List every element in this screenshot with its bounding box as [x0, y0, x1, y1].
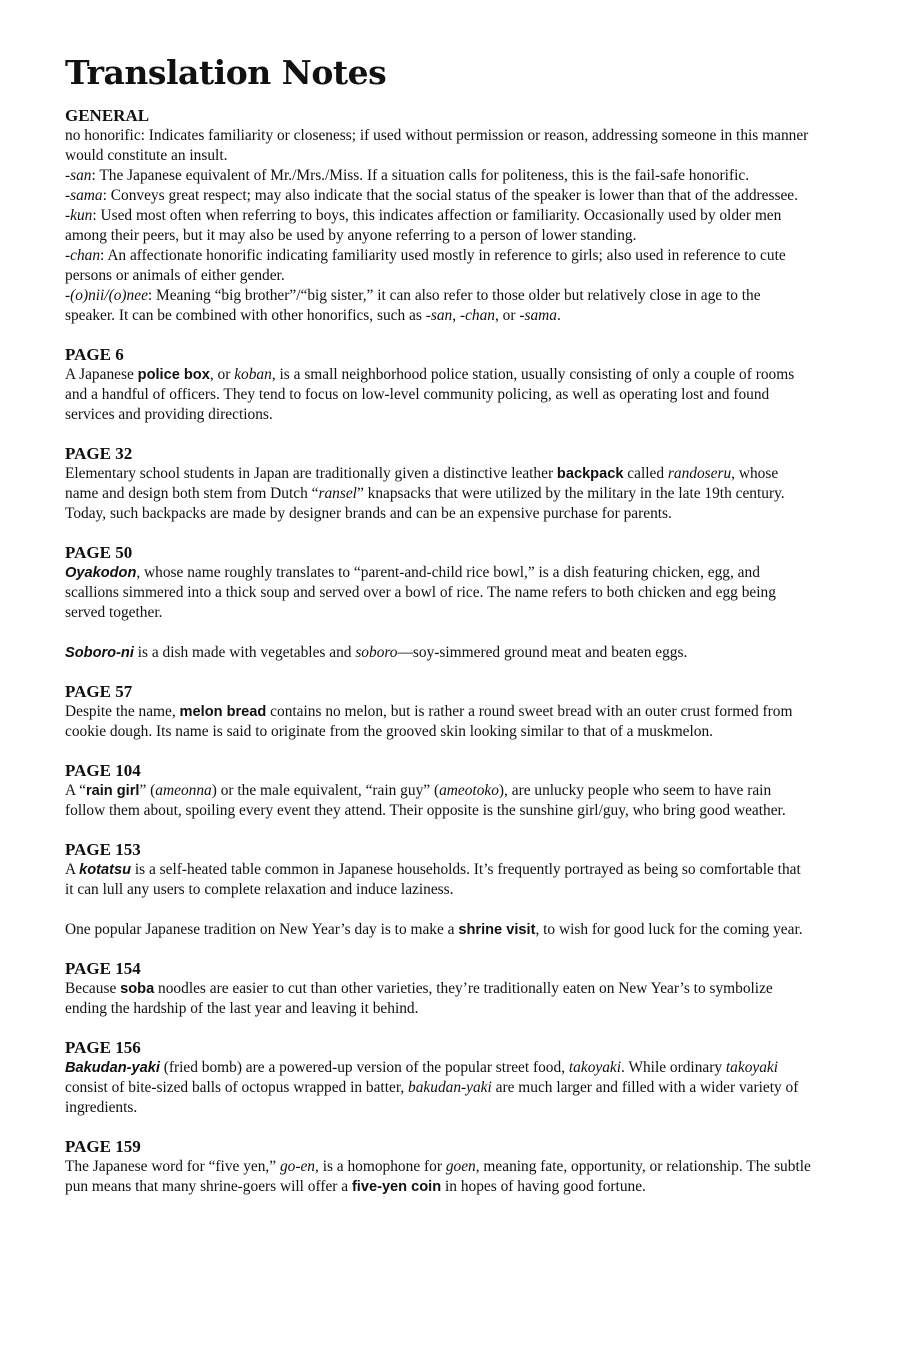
definition: : The Japanese equivalent of Mr./Mrs./Miss. If a situation calls for politeness, this is the fail-safe honorific. [91, 167, 750, 184]
italic-term: randoseru [667, 465, 732, 482]
italic-term: ransel [318, 485, 357, 502]
section-heading: PAGE 159 [65, 1137, 141, 1156]
text: in hopes of having good fortune. [441, 1178, 646, 1195]
italic-term: ameonna [155, 782, 212, 799]
section-page-153 [65, 840, 813, 940]
text: , whose name and design both stem from Dutch “ [65, 465, 779, 502]
text: are much larger and filled with a wider variety of ingredients. [65, 1079, 799, 1116]
term: -san [65, 167, 92, 184]
text: . While ordinary [621, 1059, 726, 1076]
text: ” knapsacks that were utilized by the military in the late 19th century. Today, such backpacks are made by designer brands and can be an expensive purchase for parents. [65, 485, 785, 522]
text: , meaning fate, opportunity, or relationship. The subtle pun means that many shrine-goers will offer a [65, 1158, 811, 1195]
note-no-honorific: no honorific: Indicates familiarity or closeness; if used without permission or reason, addressing someone in this manner would constitute an insult. [65, 127, 809, 164]
note-paragraph [65, 860, 813, 900]
note-paragraph [65, 643, 813, 663]
text: noodles are easier to cut than other varieties, they’re traditionally eaten on New Year’s to symbolize ending the hardship of the last year and leaving it behind. [65, 980, 773, 1017]
text: ), are unlucky people who seem to have rain follow them about, spoiling every event they attend. Their opposite is the sunshine girl/guy, who bring good weather. [65, 782, 786, 819]
section-heading: PAGE 153 [65, 840, 141, 859]
note-paragraph [65, 1157, 813, 1197]
section-page-156 [65, 1038, 813, 1118]
example-term: -sama [519, 307, 557, 324]
italic-term: takoyaki [568, 1059, 622, 1076]
note-paragraph [65, 702, 813, 742]
italic-term: soboro [355, 644, 398, 661]
page-title: Translation Notes [65, 53, 387, 92]
bold-italic-term: Bakudan-yaki [65, 1060, 160, 1076]
text: ” ( [139, 782, 156, 799]
bold-term: rain girl [85, 783, 140, 799]
text: A [65, 861, 80, 878]
note-paragraph [65, 1058, 813, 1118]
term: -sama [65, 187, 103, 204]
italic-term: goen [445, 1158, 476, 1175]
definition: : Used most often when referring to boys, this indicates affection or familiarity. Occasionally used by older men among their peers, but it may also be used by anyone referring to a person of lower standing. [65, 207, 782, 244]
text: The Japanese word for “five yen,” [65, 1158, 280, 1175]
text: , is a homophone for [315, 1158, 446, 1175]
example-term: -san [425, 307, 453, 324]
separator: , [452, 307, 460, 324]
section-heading: PAGE 57 [65, 682, 133, 701]
bold-italic-term: Oyakodon [65, 565, 137, 581]
example-term: -chan [459, 307, 495, 324]
translation-notes-page [65, 52, 813, 1216]
section-page-154 [65, 959, 813, 1019]
text: Because [65, 980, 121, 997]
note-sama [65, 186, 813, 206]
note-paragraph [65, 464, 813, 524]
section-page-32 [65, 444, 813, 524]
bold-term: shrine visit [458, 922, 536, 938]
note-nii-nee [65, 286, 813, 326]
section-heading: GENERAL [65, 106, 150, 125]
section-heading: PAGE 104 [65, 761, 141, 780]
text: , to wish for good luck for the coming year. [535, 921, 803, 938]
bold-term: five-yen coin [351, 1179, 442, 1195]
note-chan [65, 246, 813, 286]
note-paragraph [65, 563, 813, 623]
section-heading: PAGE 50 [65, 543, 133, 562]
text: contains no melon, but is rather a round sweet bread with an outer crust formed from cookie dough. Its name is said to originate from the grooved skin looking similar to that of a muskmelon. [65, 703, 793, 740]
text: A “ [65, 782, 86, 799]
text: ) or the male equivalent, “rain guy” ( [211, 782, 440, 799]
italic-term: koban [234, 366, 272, 383]
text: Despite the name, [65, 703, 180, 720]
term: -(o)nii/(o)nee [65, 287, 148, 304]
text: is a self-heated table common in Japanese households. It’s frequently portrayed as being so comfortable that it can lull any users to complete relaxation and induce laziness. [65, 861, 801, 898]
bold-term: police box [137, 367, 210, 383]
italic-term: ameotoko [439, 782, 499, 799]
term: -chan [65, 247, 101, 264]
bold-term: soba [120, 981, 155, 997]
italic-term: takoyaki [725, 1059, 779, 1076]
text: called [623, 465, 668, 482]
section-heading: PAGE 156 [65, 1038, 141, 1057]
section-page-50 [65, 543, 813, 663]
definition: : An affectionate honorific indicating familiarity used mostly in reference to girls; also used in reference to cute persons or animals of either gender. [65, 247, 786, 284]
separator: . [556, 307, 561, 324]
section-heading: PAGE 6 [65, 345, 124, 364]
section-heading: PAGE 32 [65, 444, 133, 463]
section-page-6 [65, 345, 813, 425]
text: , or [209, 366, 235, 383]
italic-term: go-en [279, 1158, 315, 1175]
section-page-159 [65, 1137, 813, 1197]
section-page-57 [65, 682, 813, 742]
text: A Japanese [65, 366, 138, 383]
bold-term: melon bread [179, 704, 267, 720]
text: , is a small neighborhood police station, usually consisting of only a couple of rooms and a handful of officers. They tend to focus on low-level community policing, as well as operating lost and found services and providing directions. [65, 366, 795, 423]
definition: : Conveys great respect; may also indicate that the social status of the speaker is lower than that of the addressee. [102, 187, 798, 204]
text: —soy-simmered ground meat and beaten eggs. [397, 644, 688, 661]
note-paragraph [65, 979, 813, 1019]
note-kun [65, 206, 813, 246]
text: One popular Japanese tradition on New Year’s day is to make a [65, 921, 459, 938]
bold-italic-term: kotatsu [79, 862, 132, 878]
text: , whose name roughly translates to “parent-and-child rice bowl,” is a dish featuring chicken, egg, and scallions simmered into a thick soup and served over a bowl of rice. The name refers to both chicken and egg being served together. [65, 564, 776, 621]
separator: , or [494, 307, 520, 324]
bold-italic-term: Soboro-ni [65, 645, 134, 661]
bold-term: backpack [556, 466, 624, 482]
italic-term: bakudan-yaki [408, 1079, 492, 1096]
note-paragraph [65, 920, 813, 940]
section-general [65, 106, 813, 326]
text: is a dish made with vegetables and [133, 644, 356, 661]
text: consist of bite-sized balls of octopus wrapped in batter, [65, 1079, 409, 1096]
section-page-104 [65, 761, 813, 821]
text: (fried bomb) are a powered-up version of the popular street food, [159, 1059, 569, 1076]
note-paragraph [65, 365, 813, 425]
text: Elementary school students in Japan are traditionally given a distinctive leather [65, 465, 557, 482]
note-san [65, 166, 813, 186]
term: -kun [65, 207, 93, 224]
definition: : Meaning “big brother”/“big sister,” it can also refer to those older but relatively close in age to the speaker. It can be combined with other honorifics, such as [65, 287, 761, 324]
section-heading: PAGE 154 [65, 959, 141, 978]
note-paragraph [65, 781, 813, 821]
